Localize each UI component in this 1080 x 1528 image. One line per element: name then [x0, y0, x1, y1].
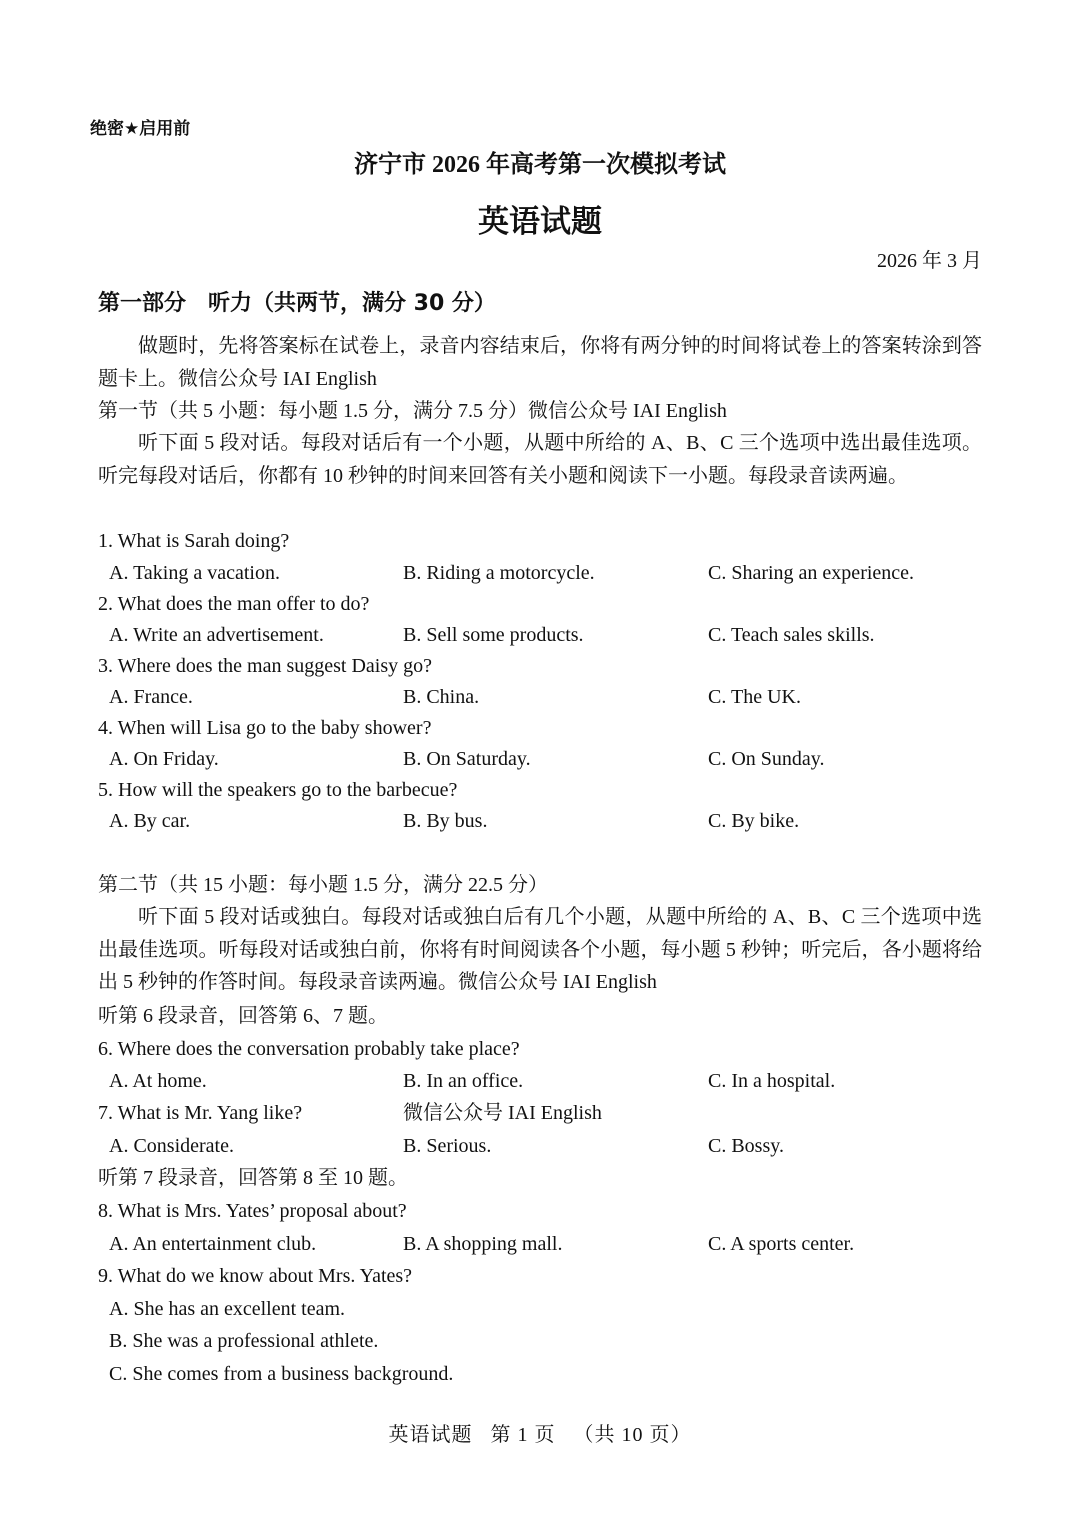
exam-title: 济宁市 2026 年高考第一次模拟考试	[354, 152, 726, 178]
option-b: B. She was a professional athlete.	[109, 1330, 379, 1352]
section1-title: 第一节（共 5 小题：每小题 1.5 分，满分 7.5 分）微信公众号 IAI English	[98, 400, 727, 422]
question-stem: 5. How will the speakers go to the barbecue?	[98, 779, 458, 801]
option-c: C. Sharing an experience.	[708, 562, 915, 584]
question-stem: 3. Where does the man suggest Daisy go?	[98, 655, 432, 677]
option-c: C. Bossy.	[708, 1135, 784, 1157]
part1-title: 第一部分 听力（共两节，满分 30 分）	[98, 291, 496, 316]
footer-page-number: 第 1 页	[490, 1424, 556, 1446]
option-b: B. On Saturday.	[403, 748, 531, 770]
option-c: C. By bike.	[708, 810, 800, 832]
option-b: B. China.	[403, 686, 480, 708]
option-c: C. On Sunday.	[708, 748, 825, 770]
section2-title: 第二节（共 15 小题：每小题 1.5 分，满分 22.5 分）	[98, 874, 548, 896]
option-a: A. France.	[109, 686, 193, 708]
question-stem: 9. What do we know about Mrs. Yates?	[98, 1265, 413, 1287]
option-b: B. Riding a motorcycle.	[403, 562, 595, 584]
question-stem: 6. Where does the conversation probably take place?	[98, 1038, 520, 1060]
section1-instructions: 听下面 5 段对话。每段对话后有一个小题，从题中所给的 A、B、C 三个选项中选出最佳选项。听完每段对话后，你都有 10 秒钟的时间来回答有关小题和阅读下一小题。每段录音读两遍。	[98, 432, 982, 487]
option-a: A. Write an advertisement.	[109, 624, 324, 646]
footer-subject: 英语试题	[388, 1424, 473, 1446]
question-stem: 8. What is Mrs. Yates’ proposal about?	[98, 1200, 407, 1222]
option-c: C. She comes from a business background.	[109, 1363, 454, 1385]
footer-total-pages: （共 10 页）	[573, 1424, 692, 1446]
section2-instructions: 听下面 5 段对话或独白。每段对话或独白后有几个小题，从题中所给的 A、B、C 三个选项中选出最佳选项。听每段对话或独白前，你将有时间阅读各个小题，每小题 5 秒钟；听完后，各小题将给出 5 秒钟的作答时间。每段录音读两遍。微信公众号 IAI English	[98, 906, 982, 993]
option-c: C. Teach sales skills.	[708, 624, 875, 646]
recording-6-label: 听第 6 段录音，回答第 6、7 题。	[98, 1005, 388, 1027]
recording-7-label: 听第 7 段录音，回答第 8 至 10 题。	[98, 1167, 408, 1189]
confidential-label: 绝密★启用前	[90, 119, 191, 139]
option-a: A. By car.	[109, 810, 191, 832]
question-stem: 2. What does the man offer to do?	[98, 593, 370, 615]
option-a: A. On Friday.	[109, 748, 219, 770]
option-c: C. A sports center.	[708, 1233, 855, 1255]
subject-title: 英语试题	[478, 204, 602, 240]
question-stem: 7. What is Mr. Yang like?	[98, 1102, 303, 1124]
option-b: B. By bus.	[403, 810, 488, 832]
page-footer	[0, 1418, 1080, 1447]
exam-date: 2026 年 3 月	[877, 250, 982, 272]
option-b: B. A shopping mall.	[403, 1233, 563, 1255]
option-c: C. In a hospital.	[708, 1070, 836, 1092]
watermark-text: 微信公众号 IAI English	[403, 1102, 602, 1124]
option-b: B. In an office.	[403, 1070, 524, 1092]
option-a: A. Considerate.	[109, 1135, 234, 1157]
option-a: A. An entertainment club.	[109, 1233, 317, 1255]
option-c: C. The UK.	[708, 686, 801, 708]
option-a: A. She has an excellent team.	[109, 1298, 346, 1320]
option-b: B. Sell some products.	[403, 624, 584, 646]
option-a: A. Taking a vacation.	[109, 562, 280, 584]
question-stem: 1. What is Sarah doing?	[98, 530, 290, 552]
option-b: B. Serious.	[403, 1135, 492, 1157]
part1-intro: 做题时，先将答案标在试卷上，录音内容结束后，你将有两分钟的时间将试卷上的答案转涂到答题卡上。微信公众号 IAI English	[98, 335, 982, 390]
question-stem: 4. When will Lisa go to the baby shower?	[98, 717, 432, 739]
option-a: A. At home.	[109, 1070, 207, 1092]
